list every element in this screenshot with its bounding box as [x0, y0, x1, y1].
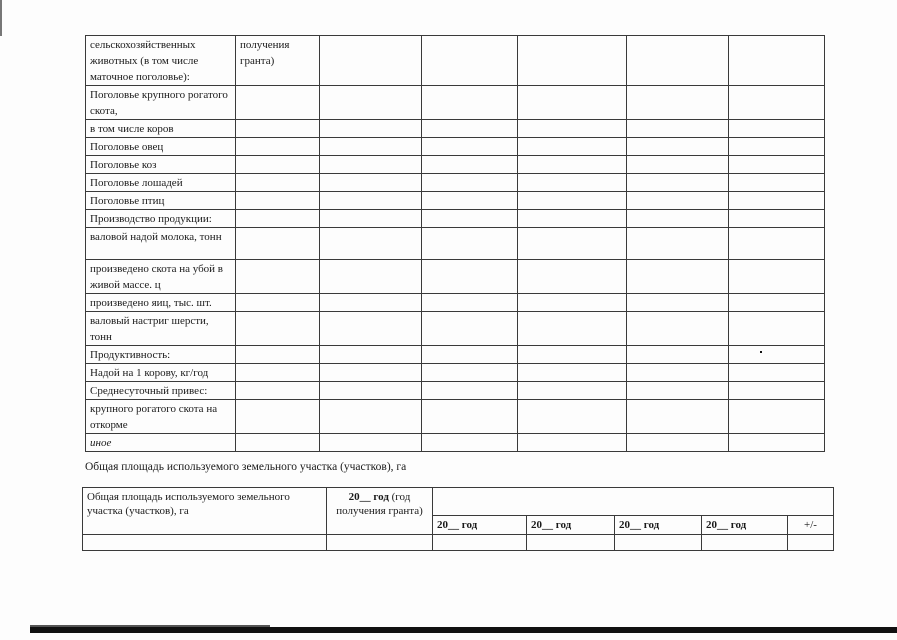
value-cell[interactable] — [729, 312, 825, 346]
grant-year-cell[interactable] — [236, 260, 320, 294]
land-area-table — [82, 487, 834, 551]
table-row — [86, 156, 825, 174]
value-cell[interactable] — [518, 174, 627, 192]
scan-bottom-edge — [30, 627, 897, 633]
value-cell[interactable] — [627, 294, 729, 312]
table-row — [86, 138, 825, 156]
value-cell[interactable] — [627, 36, 729, 86]
value-cell[interactable] — [729, 260, 825, 294]
area-value-cell[interactable] — [327, 535, 433, 551]
value-cell[interactable] — [320, 260, 422, 294]
value-cell[interactable] — [422, 174, 518, 192]
value-cell[interactable] — [518, 294, 627, 312]
value-cell[interactable] — [422, 400, 518, 434]
area-value-cell[interactable] — [433, 535, 527, 551]
value-cell[interactable] — [729, 86, 825, 120]
value-cell[interactable] — [729, 382, 825, 400]
value-cell[interactable] — [729, 364, 825, 382]
value-cell[interactable] — [422, 382, 518, 400]
value-cell[interactable] — [627, 364, 729, 382]
grant-year-cell[interactable] — [236, 346, 320, 364]
value-cell[interactable] — [320, 400, 422, 434]
value-cell[interactable] — [729, 36, 825, 86]
table-row — [86, 210, 825, 228]
area-value-cell[interactable] — [702, 535, 788, 551]
grant-year-rest: (год получения гранта) — [336, 491, 423, 517]
value-cell[interactable] — [422, 210, 518, 228]
value-cell[interactable] — [518, 36, 627, 86]
table-row — [86, 312, 825, 346]
grant-year-cell[interactable] — [236, 400, 320, 434]
value-cell[interactable] — [422, 312, 518, 346]
value-cell[interactable] — [729, 192, 825, 210]
value-cell[interactable] — [729, 434, 825, 452]
value-cell[interactable] — [627, 260, 729, 294]
row-label: произведено скота на убой в живой массе. ц — [86, 260, 236, 294]
table-row — [86, 86, 825, 120]
value-cell[interactable] — [320, 138, 422, 156]
value-cell[interactable] — [320, 346, 422, 364]
value-cell[interactable] — [320, 312, 422, 346]
value-cell[interactable] — [729, 138, 825, 156]
area-value-cell[interactable] — [788, 535, 834, 551]
table-row — [86, 400, 825, 434]
grant-year-cell[interactable] — [236, 364, 320, 382]
year-header-3: 20__ год — [615, 516, 702, 535]
grant-year-header — [327, 488, 433, 535]
table-row — [86, 364, 825, 382]
grant-year-cell[interactable] — [236, 294, 320, 312]
value-cell[interactable] — [627, 312, 729, 346]
value-cell[interactable] — [627, 156, 729, 174]
value-cell[interactable] — [627, 120, 729, 138]
grant-year-cell[interactable] — [236, 312, 320, 346]
value-cell[interactable] — [422, 86, 518, 120]
row-label: Поголовье птиц — [86, 192, 236, 210]
grant-year-cell[interactable] — [236, 120, 320, 138]
value-cell[interactable] — [518, 120, 627, 138]
value-cell[interactable] — [627, 210, 729, 228]
value-cell[interactable] — [422, 434, 518, 452]
year-header-4: 20__ год — [702, 516, 788, 535]
value-cell[interactable] — [422, 120, 518, 138]
value-cell[interactable] — [627, 228, 729, 260]
year-header-2: 20__ год — [527, 516, 615, 535]
table-row — [86, 382, 825, 400]
value-cell[interactable] — [422, 192, 518, 210]
grant-year-cell[interactable] — [236, 382, 320, 400]
value-cell[interactable] — [320, 228, 422, 260]
grant-year-cell[interactable] — [236, 228, 320, 260]
value-cell[interactable] — [518, 434, 627, 452]
grant-year-cell[interactable] — [236, 192, 320, 210]
row-label: Поголовье крупного рогатого скота, — [86, 86, 236, 120]
value-cell[interactable] — [320, 434, 422, 452]
value-cell[interactable] — [518, 382, 627, 400]
row-label: Поголовье лошадей — [86, 174, 236, 192]
value-cell[interactable] — [518, 228, 627, 260]
grant-year-cell[interactable] — [236, 174, 320, 192]
value-cell[interactable] — [422, 156, 518, 174]
grant-year-cell[interactable] — [236, 156, 320, 174]
table-row — [86, 228, 825, 260]
value-cell[interactable] — [518, 346, 627, 364]
area-value-cell[interactable] — [83, 535, 327, 551]
grant-year-cell[interactable] — [236, 138, 320, 156]
area-caption: Общая площадь используемого земельного участка (участков), га — [85, 461, 407, 473]
value-cell[interactable] — [729, 228, 825, 260]
row-label: иное — [86, 434, 236, 452]
row-label: крупного рогатого скота на откорме — [86, 400, 236, 434]
delta-header: +/- — [788, 516, 834, 535]
value-cell[interactable] — [729, 400, 825, 434]
value-cell[interactable] — [320, 174, 422, 192]
years-group-header — [433, 488, 834, 516]
value-cell[interactable] — [422, 36, 518, 86]
value-cell[interactable] — [422, 294, 518, 312]
livestock-table — [85, 35, 825, 452]
row-label: Поголовье коз — [86, 156, 236, 174]
year-header-1: 20__ год — [433, 516, 527, 535]
grant-year-cell[interactable] — [236, 86, 320, 120]
value-cell[interactable] — [518, 86, 627, 120]
value-cell[interactable] — [518, 312, 627, 346]
table-row — [86, 434, 825, 452]
value-cell[interactable] — [320, 210, 422, 228]
scan-speck — [760, 351, 762, 353]
value-cell[interactable] — [729, 346, 825, 364]
row-label: валовый настриг шерсти, тонн — [86, 312, 236, 346]
value-cell[interactable] — [627, 382, 729, 400]
row-label: валовой надой молока, тонн — [86, 228, 236, 260]
table-row — [86, 192, 825, 210]
value-cell[interactable] — [518, 192, 627, 210]
value-cell[interactable] — [627, 86, 729, 120]
table-row — [86, 346, 825, 364]
value-cell[interactable] — [729, 210, 825, 228]
row-label: Поголовье овец — [86, 138, 236, 156]
table-row — [86, 120, 825, 138]
scan-edge-mark — [0, 0, 2, 36]
row-label: в том числе коров — [86, 120, 236, 138]
value-cell[interactable] — [422, 228, 518, 260]
area-value-cell[interactable] — [527, 535, 615, 551]
value-cell[interactable] — [729, 174, 825, 192]
value-cell[interactable] — [422, 138, 518, 156]
value-cell[interactable] — [320, 86, 422, 120]
value-cell[interactable] — [320, 192, 422, 210]
row-label: Производство продукции: — [86, 210, 236, 228]
table-row — [86, 260, 825, 294]
value-cell[interactable] — [627, 346, 729, 364]
value-cell[interactable] — [518, 156, 627, 174]
grant-year-bold: 20__ год — [348, 491, 389, 503]
value-cell[interactable] — [627, 192, 729, 210]
value-cell[interactable] — [627, 138, 729, 156]
value-cell[interactable] — [320, 364, 422, 382]
value-cell[interactable] — [518, 400, 627, 434]
value-cell[interactable] — [729, 120, 825, 138]
value-cell[interactable] — [518, 260, 627, 294]
value-cell[interactable] — [320, 36, 422, 86]
row-label: Надой на 1 корову, кг/год — [86, 364, 236, 382]
value-cell[interactable] — [320, 382, 422, 400]
area-row-label: Общая площадь используемого земельного участка (участков), га — [83, 488, 327, 535]
grant-year-cell[interactable] — [236, 434, 320, 452]
table-row — [86, 294, 825, 312]
table-row — [86, 174, 825, 192]
value-cell[interactable] — [729, 156, 825, 174]
value-cell[interactable] — [729, 294, 825, 312]
row-label: произведено яиц, тыс. шт. — [86, 294, 236, 312]
value-cell[interactable] — [627, 174, 729, 192]
value-cell[interactable] — [320, 120, 422, 138]
value-cell[interactable] — [518, 210, 627, 228]
row-label: Среднесуточный привес: — [86, 382, 236, 400]
value-cell[interactable] — [518, 138, 627, 156]
value-cell[interactable] — [320, 156, 422, 174]
value-cell[interactable] — [422, 364, 518, 382]
grant-year-cell: получения гранта) — [236, 36, 320, 86]
row-label: сельскохозяйственных животных (в том числе маточное поголовье): — [86, 36, 236, 86]
table-row — [86, 36, 825, 86]
table-row — [83, 488, 834, 516]
value-cell[interactable] — [422, 346, 518, 364]
grant-year-cell[interactable] — [236, 210, 320, 228]
table-row — [83, 535, 834, 551]
value-cell[interactable] — [627, 434, 729, 452]
value-cell[interactable] — [518, 364, 627, 382]
value-cell[interactable] — [627, 400, 729, 434]
value-cell[interactable] — [422, 260, 518, 294]
area-value-cell[interactable] — [615, 535, 702, 551]
value-cell[interactable] — [320, 294, 422, 312]
row-label: Продуктивность: — [86, 346, 236, 364]
